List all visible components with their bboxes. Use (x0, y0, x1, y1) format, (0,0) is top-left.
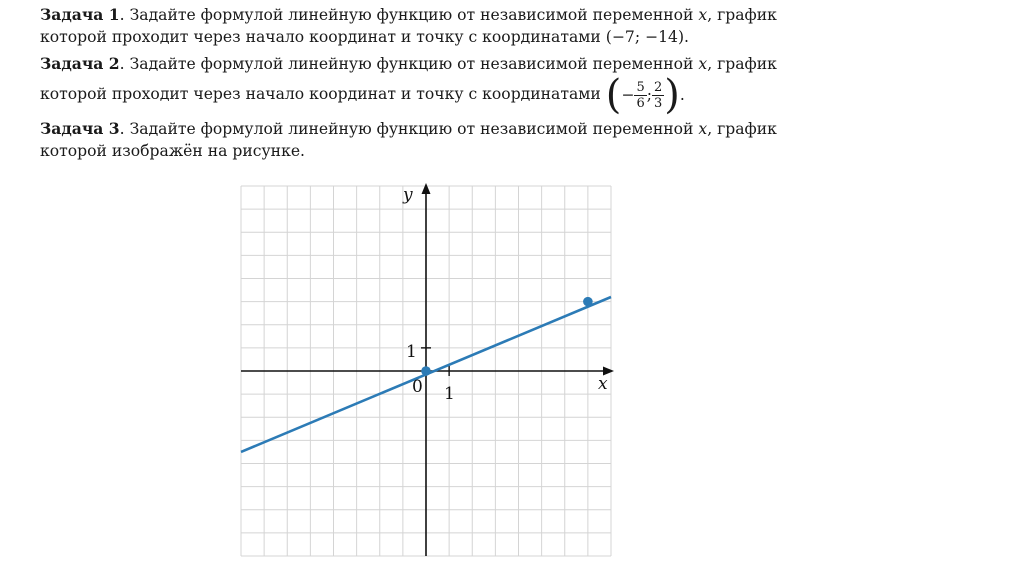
task-2-frac-2-den: 3 (654, 95, 663, 111)
task-2-label: Задача 2 (40, 54, 120, 73)
marked-point (421, 366, 431, 376)
task-2-var: x (698, 55, 708, 73)
origin-label: 0 (412, 377, 423, 397)
task-1-text-b: , график которой проходит через начало координат и точку с координатами (40, 6, 777, 46)
task-1-text-a: . Задайте формулой линейную функцию от независимой переменной (119, 6, 699, 24)
marked-point (583, 297, 593, 307)
y-axis-label: y (403, 185, 413, 205)
x-axis-label: x (598, 374, 608, 394)
task-3-label: Задача 3 (40, 119, 120, 138)
task-2-frac-2-num: 2 (654, 79, 663, 95)
task-3-var: x (698, 120, 708, 138)
marked-points (421, 297, 592, 376)
task-2-sep: ; (646, 86, 652, 104)
task-2-open-paren: ( (605, 72, 622, 118)
task-1-point: (−7; −14) (605, 28, 685, 46)
y-axis-arrow-icon (422, 183, 431, 194)
task-2-end: . (679, 86, 685, 104)
x-tick-label: 1 (444, 384, 455, 404)
task-2-text-b: , график которой проходит через начало координат и точку с координатами (40, 55, 777, 103)
task-3-text-a: . Задайте формулой линейную функцию от независимой переменной (119, 120, 699, 138)
task-2-frac-1-num: 5 (636, 79, 645, 95)
task-2-frac-1-den: 6 (636, 95, 645, 111)
task-1-label: Задача 1 (40, 5, 120, 24)
y-tick-label: 1 (406, 342, 417, 362)
task-1-end: . (684, 28, 690, 46)
task-2-text-a: . Задайте формулой линейную функцию от независимой переменной (119, 55, 699, 73)
task-2-minus: − (621, 86, 635, 104)
task-2-close-paren: ) (664, 72, 680, 118)
task-3-text-b: , график которой изображён на рисунке. (40, 120, 777, 160)
task-1-var: x (698, 6, 708, 24)
